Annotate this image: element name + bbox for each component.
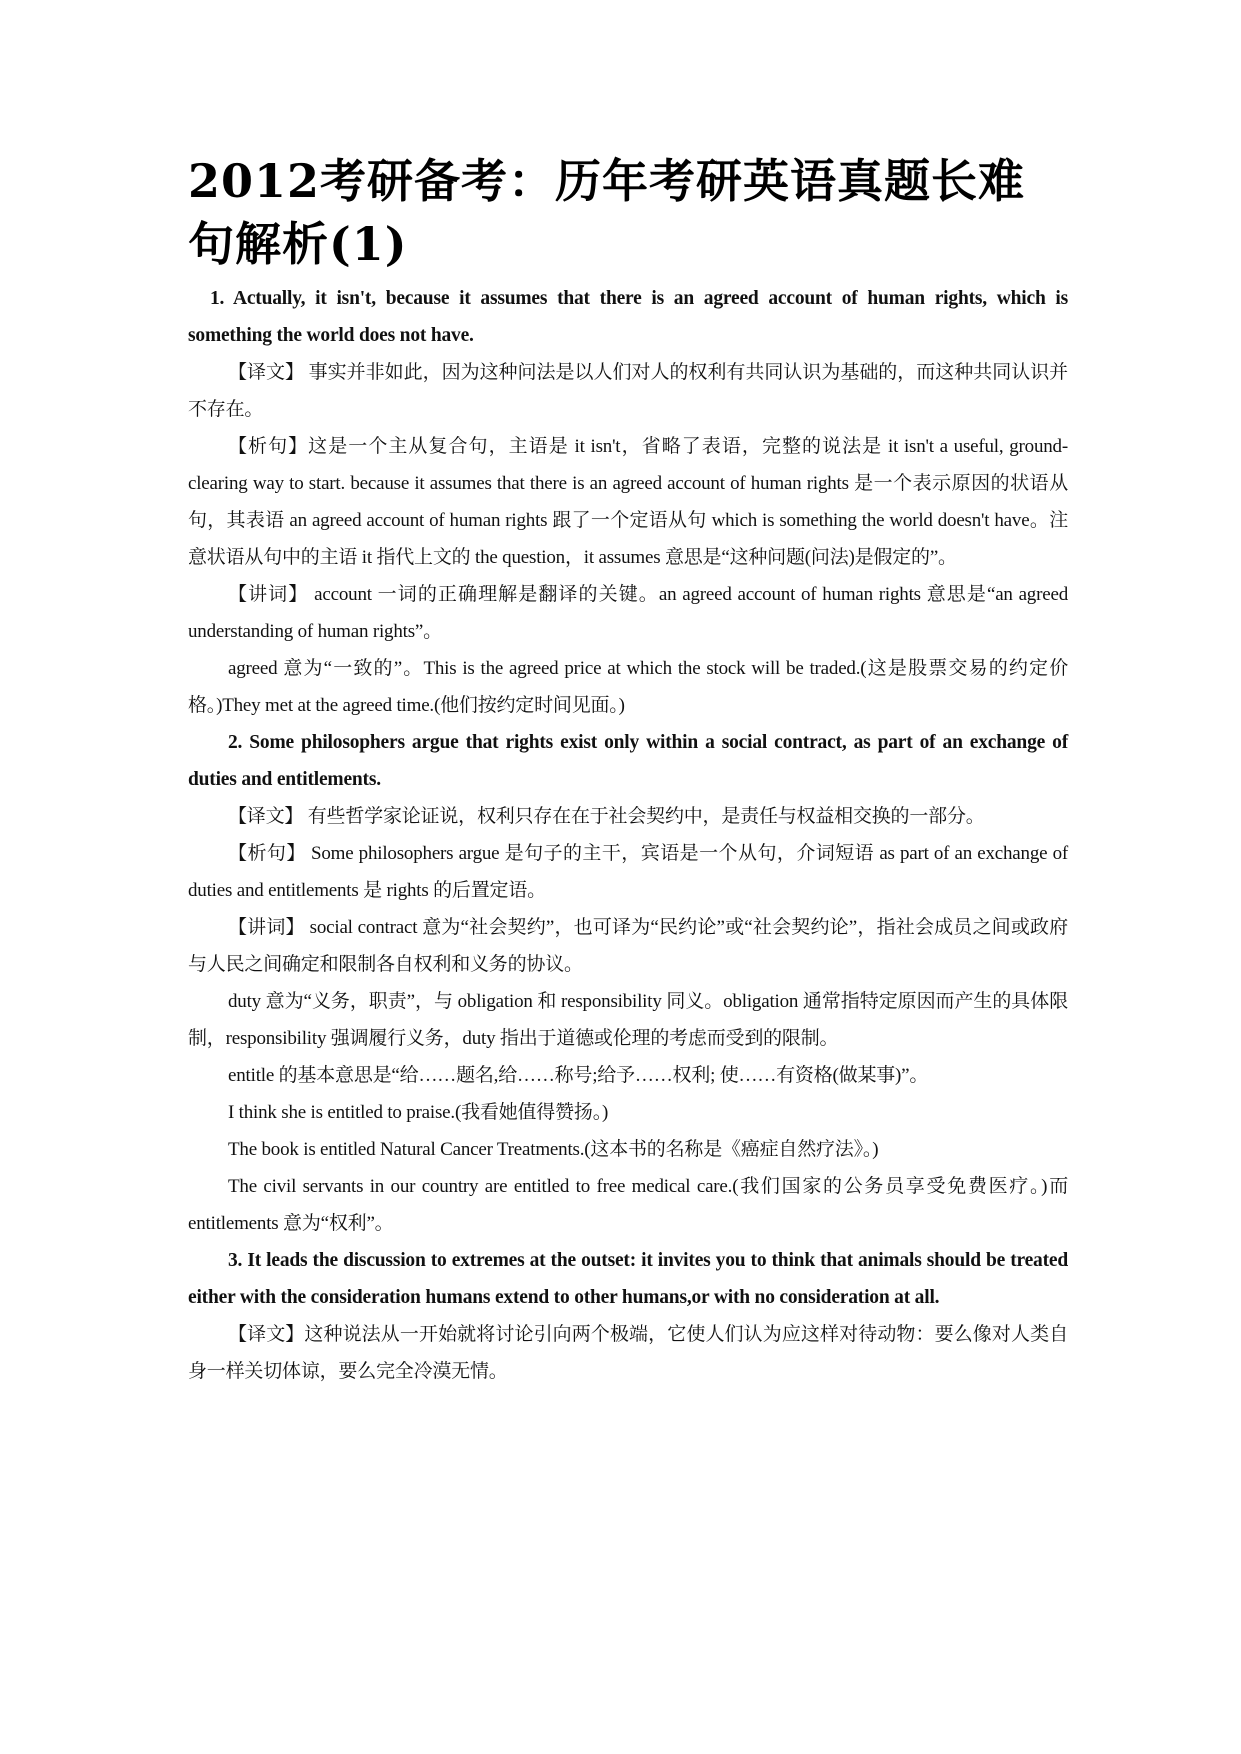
paragraph: 【析句】 Some philosophers argue 是句子的主干，宾语是一个从句，介词短语 as part of an exchange of duties and entitlements 是 rights 的后置定语。 [188, 843, 1068, 901]
document-body [188, 280, 1068, 1390]
paragraph: entitle 的基本意思是“给……题名,给……称号;给予……权利; 使……有资格(做某事)”。 [228, 1065, 929, 1086]
paragraph: duty 意为“义务，职责”，与 obligation 和 responsibility 同义。obligation 通常指特定原因而产生的具体限制，responsibility 强调履行义务，duty 指出于道德或伦理的考虑而受到的限制。 [188, 991, 1068, 1049]
paragraph: 【译文】这种说法从一开始就将讨论引向两个极端，它使人们认为应这样对待动物：要么像对人类自身一样关切体谅，要么完全冷漠无情。 [188, 1324, 1068, 1382]
paragraph: agreed 意为“一致的”。This is the agreed price at which the stock will be traded.(这是股票交易的约定价格。)They met at the agreed time.(他们按约定时间见面。) [188, 658, 1068, 716]
paragraph: 【译文】 有些哲学家论证说，权利只存在在于社会契约中，是责任与权益相交换的一部分。 [228, 806, 985, 827]
paragraph: 【讲词】 account 一词的正确理解是翻译的关键。an agreed account of human rights 意思是“an agreed understanding of human rights”。 [188, 584, 1068, 642]
question-sentence: 3. It leads the discussion to extremes at the outset: it invites you to think that animals should be treated either with the consideration humans extend to other humans,or with no consideration at all. [188, 1250, 1068, 1308]
question-sentence: 2. Some philosophers argue that rights exist only within a social contract, as part of an exchange of duties and entitlements. [188, 732, 1068, 790]
paragraph: The book is entitled Natural Cancer Treatments.(这本书的名称是《癌症自然疗法》。) [228, 1139, 879, 1160]
paragraph: The civil servants in our country are entitled to free medical care.(我们国家的公务员享受免费医疗。)而 entitlements 意为“权利”。 [188, 1176, 1068, 1234]
paragraph: 【析句】这是一个主从复合句，主语是 it isn't，省略了表语，完整的说法是 it isn't a useful, ground-clearing way to start. because it assumes that there is an agreed account of human rights 是一个表示原因的状语从句，其表语 an agreed account of human rights 跟了一个定语从句 which is something the world doesn't have。注意状语从句中的主语 it 指代上文的 the question，it assumes 意思是“这种问题(问法)是假定的”。 [188, 436, 1068, 568]
paragraph: 【讲词】 social contract 意为“社会契约”，也可译为“民约论”或“社会契约论”，指社会成员之间或政府与人民之间确定和限制各自权利和义务的协议。 [188, 917, 1068, 975]
document-title: 2012考研备考：历年考研英语真题长难句解析(1) [188, 154, 1026, 271]
paragraph: 【译文】 事实并非如此，因为这种问法是以人们对人的权利有共同认识为基础的，而这种共同认识并不存在。 [188, 362, 1068, 420]
question-sentence: 1. Actually, it isn't, because it assumes that there is an agreed account of human rights, which is something the world does not have. [188, 288, 1068, 346]
paragraph: I think she is entitled to praise.(我看她值得赞扬。) [228, 1102, 609, 1123]
